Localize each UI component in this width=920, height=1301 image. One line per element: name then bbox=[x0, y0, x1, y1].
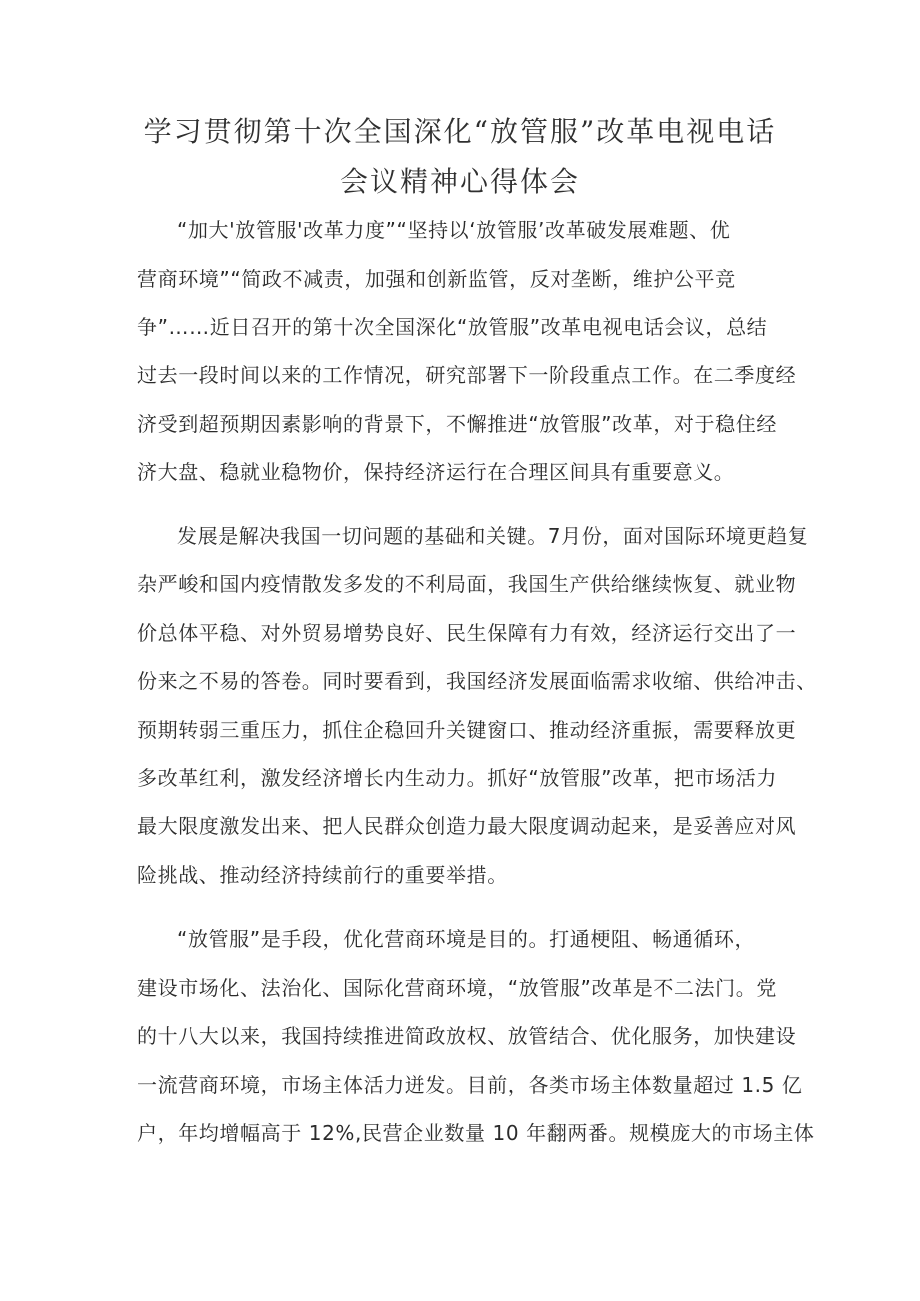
paragraph-2-line-2: 杂严峻和国内疫情散发多发的不利局面，我国生产供给继续恢复、就业物 bbox=[137, 572, 797, 596]
document-title-line-2: 会议精神心得体会 bbox=[339, 165, 580, 198]
paragraph-3-line-3: 的十八大以来，我国持续推进简政放权、放管结合、优化服务，加快建设 bbox=[137, 1024, 797, 1048]
paragraph-2-line-7: 最大限度激发出来、把人民群众创造力最大限度调动起来，是妥善应对风 bbox=[137, 814, 797, 838]
paragraph-2-line-4: 份来之不易的答卷。同时要看到，我国经济发展面临需求收缩、供给冲击、 bbox=[137, 669, 817, 693]
paragraph-1-line-2: 营商环境”“简政不减责，加强和创新监管，反对垄断，维护公平竞 bbox=[137, 267, 736, 291]
paragraph-1-line-6: 济大盘、稳就业稳物价，保持经济运行在合理区间具有重要意义。 bbox=[137, 460, 735, 484]
document-title-line-1: 学习贯彻第十次全国深化“放管服”改革电视电话 bbox=[143, 115, 777, 148]
paragraph-1-line-5: 济受到超预期因素影响的背景下，不懈推进“放管服”改革，对于稳住经 bbox=[137, 412, 777, 436]
paragraph-3-line-1: “放管服”是手段，优化营商环境是目的。打通梗阻、畅通循环， bbox=[177, 927, 756, 951]
paragraph-1-line-4: 过去一段时间以来的工作情况，研究部署下一阶段重点工作。在二季度经 bbox=[137, 363, 797, 387]
paragraph-3-line-2: 建设市场化、法治化、国际化营商环境，“放管服”改革是不二法门。党 bbox=[137, 976, 777, 1000]
paragraph-3-line-4: 一流营商环境，市场主体活力迸发。目前，各类市场主体数量超过 1.5 亿 bbox=[137, 1073, 803, 1097]
paragraph-2-line-8: 险挑战、推动经济持续前行的重要举措。 bbox=[137, 863, 508, 887]
paragraph-3-line-5: 户，年均增幅高于 12%,民营企业数量 10 年翻两番。规模庞大的市场主体 bbox=[137, 1121, 815, 1145]
paragraph-2-line-1: 发展是解决我国一切问题的基础和关键。7月份，面对国际环境更趋复 bbox=[177, 524, 809, 548]
paragraph-2-line-5: 预期转弱三重压力，抓住企稳回升关键窗口、推动经济重振，需要释放更 bbox=[137, 718, 797, 742]
paragraph-1-line-1: “加大'放管服'改革力度”“坚持以‘放管服’改革破发展难题、优 bbox=[177, 218, 731, 242]
paragraph-2-line-3: 价总体平稳、对外贸易增势良好、民生保障有力有效，经济运行交出了一 bbox=[137, 621, 797, 645]
paragraph-1-line-3: 争”……近日召开的第十次全国深化“放管服”改革电视电话会议，总结 bbox=[137, 315, 768, 339]
paragraph-2-line-6: 多改革红利，激发经济增长内生动力。抓好“放管服”改革，把市场活力 bbox=[137, 766, 777, 790]
